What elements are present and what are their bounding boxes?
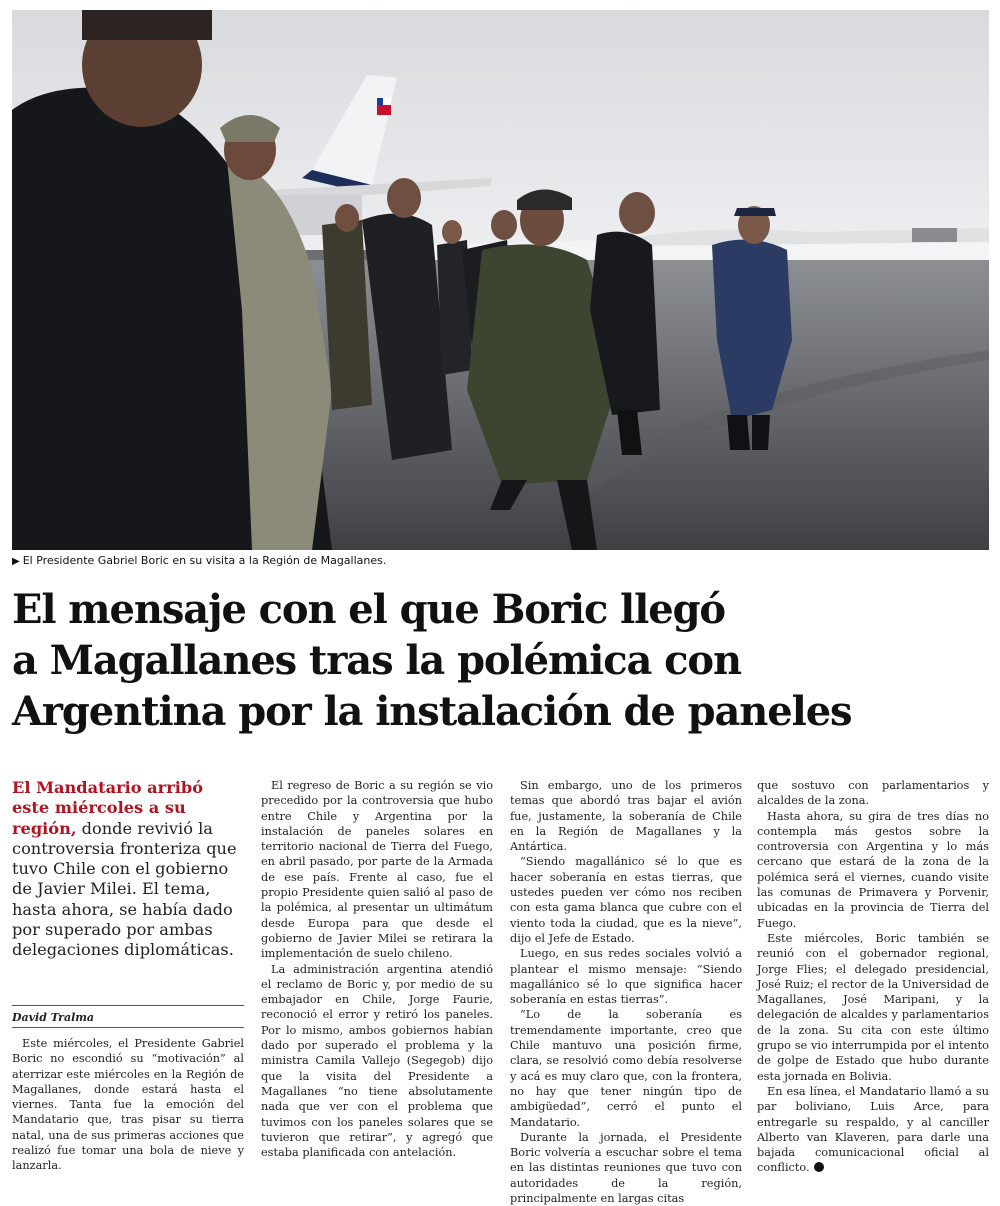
body-paragraph-continued: que sostuvo con parlamentarios y alcaldes de la zona. bbox=[757, 779, 989, 808]
headline-line-3: Argentina por la instalación de paneles bbox=[12, 688, 852, 735]
lead-text: donde revivió la controversia fronteriza que tuvo Chile con el gobierno de Javier Milei. El tema, hasta ahora, se había dado por superado por ambas delegaciones diplomáticas. bbox=[12, 818, 237, 960]
body-paragraph: Este miércoles, Boric también se reunió con el gobernador regional, Jorge Flies; el delegado presidencial, José Ruiz; el rector de la Universidad de Magallanes, José Maripani, y la delegación de alcaldes y parlamentarios de la zona. Su cita con este último grupo se vio interrumpida por el intento de golpe de Estado que hubo durante esta jornada en Bolivia. bbox=[757, 931, 989, 1083]
byline: David Tralma bbox=[12, 1006, 244, 1028]
caption-text: El Presidente Gabriel Boric en su visita a la Región de Magallanes. bbox=[22, 554, 387, 567]
body-paragraph: Sin embargo, uno de los primeros temas que abordó tras bajar el avión fue, justamente, la soberanía de Chile en la Región de Magallanes y la Antártica. bbox=[510, 779, 742, 854]
column-3 bbox=[510, 778, 742, 1206]
column-4 bbox=[757, 778, 989, 1176]
article-photo bbox=[12, 10, 989, 550]
photo-illustration bbox=[12, 10, 989, 550]
photo-caption bbox=[12, 554, 989, 567]
lead-highlight: El Mandatario arribó este miércoles a su región, bbox=[12, 778, 203, 838]
body-paragraph: “Siendo magallánico sé lo que es hacer soberanía en estas tierras, que ustedes pueden ver cómo nos reciben con esta gama blanca que cubre con el viento toda la ciudad, que es la nieve”, dijo el Jefe de Estado. bbox=[510, 855, 742, 945]
headline-line-1: El mensaje con el que Boric llegó bbox=[12, 586, 726, 633]
lead-paragraph bbox=[12, 778, 244, 961]
caption-marker-icon: ▶ bbox=[12, 556, 20, 567]
body-paragraph: Hasta ahora, su gira de tres días no contempla más gestos sobre la controversia con Argentina y lo más cercano que estará de la zona de la polémica será el viernes, cuando visite las comunas de Primavera y Porvenir, ubicadas en la provincia de Tierra del Fuego. bbox=[757, 809, 989, 930]
headline-line-2: a Magallanes tras la polémica con bbox=[12, 637, 741, 684]
column-2 bbox=[261, 778, 493, 1160]
last-paragraph-text: En esa línea, el Mandatario llamó a su par boliviano, Luis Arce, para entregarle su respaldo, y al canciller Alberto van Klaveren, para darle una bajada comunicacional oficial al conflicto. bbox=[757, 1084, 989, 1175]
end-of-article-icon bbox=[814, 1162, 824, 1172]
body-paragraph: Este miércoles, el Presidente Gabriel Boric no escondió su “motivación” al aterrizar este miércoles en la Región de Magallanes, donde estará hasta el viernes. Tanta fue la emoción del Mandatario que, tras pisar su tierra natal, una de sus primeras acciones que realizó fue tomar una bola de nieve y lanzarla. bbox=[12, 1036, 244, 1173]
body-paragraph: Durante la jornada, el Presidente Boric volvería a escuchar sobre el tema en las distintas reuniones que tuvo con autoridades de la región, principalmente en largas citas bbox=[510, 1130, 742, 1206]
column-1 bbox=[12, 778, 244, 1174]
body-paragraph: El regreso de Boric a su región se vio precedido por la controversia que hubo entre Chile y Argentina por la instalación de paneles solares en territorio nacional de Tierra del Fuego, en abril pasado, por parte de la Armada de ese país. Frente al caso, fue el propio Presidente quien salió al paso de la polémica, al presentar un ultimátum desde Europa para que desde el gobierno de Javier Milei se retirara la implementación de suelo chileno. bbox=[261, 779, 493, 961]
body-paragraph: Luego, en sus redes sociales volvió a plantear el mismo mensaje: “Siendo magallánico sé lo que significa hacer soberanía en estas tierras”. bbox=[510, 947, 742, 1007]
body-paragraph: La administración argentina atendió el reclamo de Boric y, por medio de su embajador en Chile, Jorge Faurie, reconoció el error y retiró los paneles. Por lo mismo, ambos gobiernos habían dado por superado el problema y la ministra Camila Vallejo (Segegob) dijo que la visita del Presidente a Magallanes “no tiene absolutamente nada que ver con el problema que tuvimos con los paneles solares que se tuvieron que retirar”, y agregó que estaba planificada con antelación. bbox=[261, 962, 493, 1160]
article-headline bbox=[12, 584, 992, 737]
body-paragraph: “Lo de la soberanía es tremendamente importante, creo que Chile mantuvo una posición firme, clara, se resolvió como debía resolverse y acá es muy claro que, con la frontera, no hay que tener ningún tipo de ambigüedad”, cerró el punto el Mandatario. bbox=[510, 1008, 742, 1129]
body-paragraph-last bbox=[757, 1084, 989, 1176]
